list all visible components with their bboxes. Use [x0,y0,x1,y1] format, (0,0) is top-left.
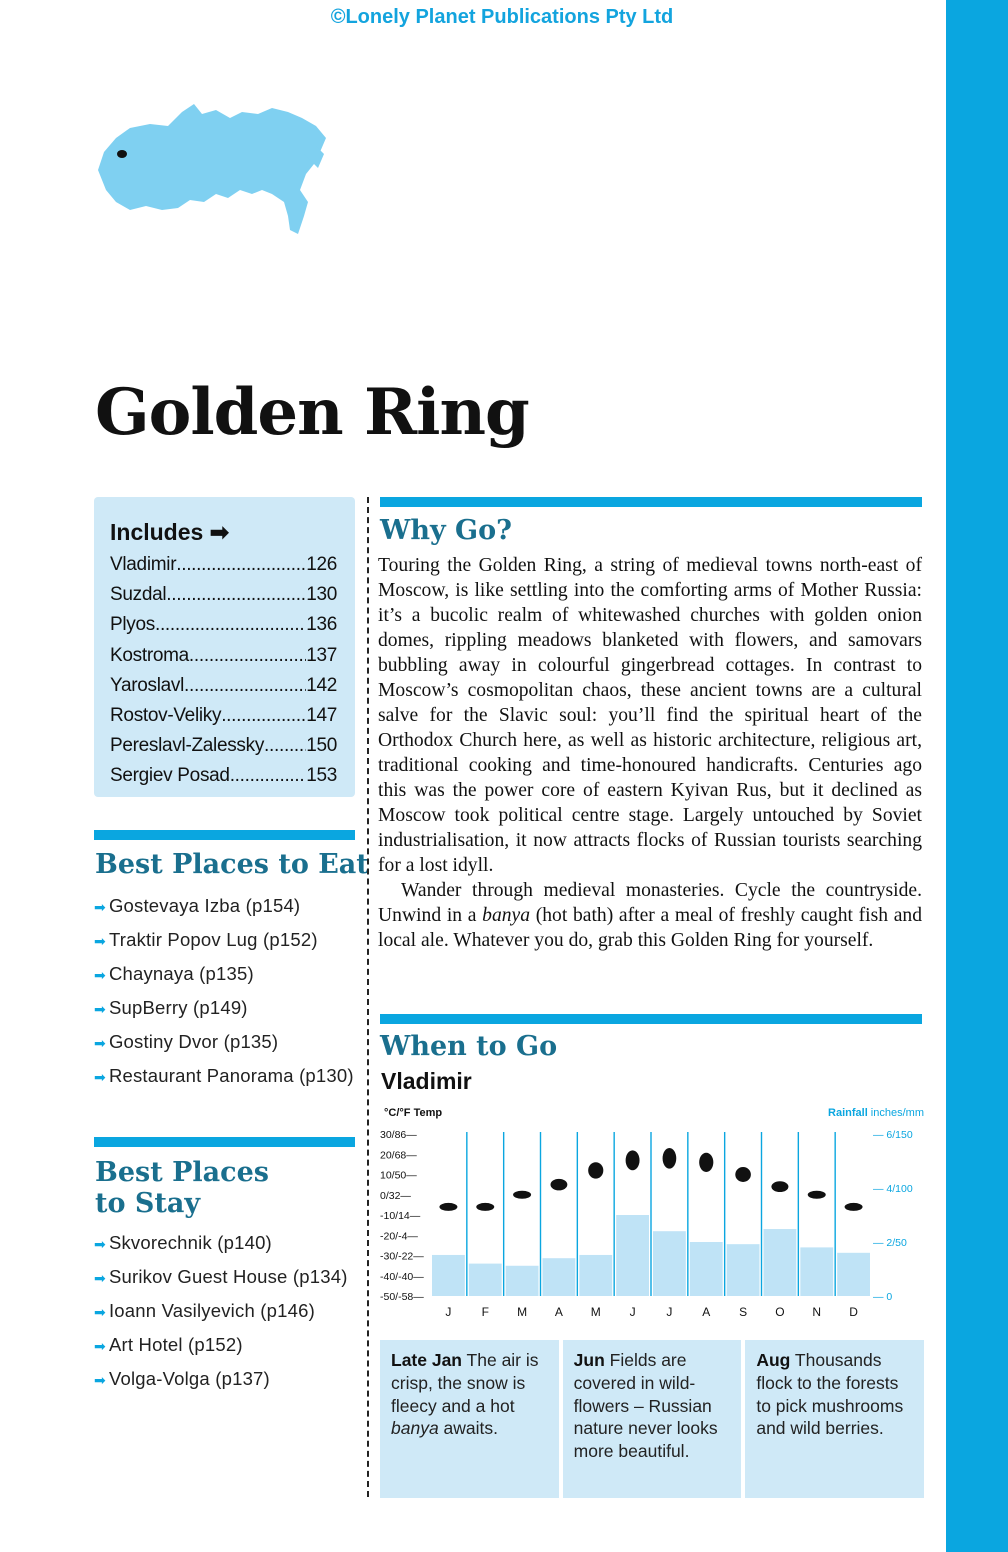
rainfall-bar [579,1255,612,1296]
arrow-right-icon: ➡ [94,1270,106,1286]
eat-heading: Best Places to Eat [95,849,369,880]
month-label: S [739,1305,748,1319]
chart-city-title: Vladimir [381,1068,472,1094]
month-label: J [666,1305,673,1319]
list-item[interactable]: ➡ SupBerry (p149) [94,997,248,1018]
month-label: N [812,1305,822,1319]
when-to-go-heading: When to Go [380,1031,558,1062]
rain-tick-label: — 2/50 [873,1237,907,1249]
arrow-right-icon: ➡ [94,967,106,983]
why-go-paragraph: Wander through medieval monasteries. Cycle the countryside. Unwind in a banya (hot bath) after a meal of freshly caught fish and local ale. Whatever you do, grab this Golden Ring for yourself. [378,880,922,951]
section-rule [380,1014,922,1024]
rainfall-bar [800,1247,833,1296]
rainfall-bar [616,1215,649,1296]
rainfall-bar [543,1258,576,1296]
why-go-paragraph: Touring the Golden Ring, a string of medieval towns north-east of Moscow, is like settling into the comforting arms of Mother Russia: it’s a bucolic realm of whitewashed churches with golden onion domes, rippling meadows blanketed with flowers, and samovars bubbling away in colourful gingerbread cottages. In contrast to Moscow’s cosmopolitan chaos, these ancient towns are a cultural salve for the Slavic soul: you’ll find the spiritual heart of the Orthodox Church here, as well as historic architecture, religious art, traditional cooking and time-honoured handicrafts. Centuries ago this was the power core of eastern Kyivan Rus, but it declined as Moscow took political centre stage. Largely untouched by Soviet industrialisation, it now attracts flocks of Russian tourists searching for a lost idyll. [378,555,922,876]
list-item[interactable]: ➡ Volga-Volga (p137) [94,1368,270,1389]
list-item[interactable]: ➡ Gostiny Dvor (p135) [94,1031,279,1052]
rainfall-bar [727,1244,760,1296]
list-item[interactable]: ➡ Ioann Vasilyevich (p146) [94,1300,315,1321]
arrow-right-icon: ➡ [94,1035,106,1051]
why-go-body [378,553,922,953]
month-label: M [517,1305,528,1319]
includes-item[interactable]: Pereslavl-Zalessky ..... 150 [110,731,337,761]
list-item[interactable]: ➡ Gostevaya Izba (p154) [94,895,301,916]
temp-tick-label: 20/68— [380,1149,417,1162]
rainfall-bar [690,1242,723,1296]
temp-axis-label: °C/°F Temp [384,1107,443,1119]
temp-tick-label: -50/-58— [380,1291,424,1303]
stay-list [94,1230,359,1400]
arrow-right-icon: ➡ [94,1372,106,1388]
includes-item[interactable]: Yaroslavl ..... 142 [110,671,337,701]
includes-item[interactable]: Suzdal ..... 130 [110,580,337,610]
section-rule [94,830,355,840]
arrow-right-icon: ➡ [94,1236,106,1252]
month-label: O [775,1305,785,1319]
rainfall-bar [432,1255,465,1296]
why-go-heading: Why Go? [380,515,512,546]
copyright-notice: ©Lonely Planet Publications Pty Ltd [330,6,674,28]
page-title: Golden Ring [95,375,529,450]
temperature-mark [588,1162,603,1178]
list-item[interactable]: ➡ Surikov Guest House (p134) [94,1266,348,1287]
month-label: A [554,1305,563,1319]
month-label: A [702,1305,711,1319]
rainfall-bar [764,1229,797,1296]
includes-box [94,497,355,797]
includes-item[interactable]: Vladimir ..... 126 [110,550,337,580]
month-label: M [590,1305,601,1319]
rainfall-bar [653,1231,686,1296]
month-label: J [629,1305,636,1319]
arrow-right-icon: ➡ [94,899,106,915]
section-rule [380,497,922,507]
temp-tick-label: -30/-22— [380,1250,424,1263]
rainfall-axis-label: Rainfall inches/mm [828,1107,924,1119]
page-edge-band [946,0,1008,1552]
temperature-mark [699,1153,713,1172]
temp-tick-label: 0/32— [380,1189,411,1202]
list-item[interactable]: ➡ Traktir Popov Lug (p152) [94,929,318,950]
temperature-mark [513,1191,531,1199]
stay-heading: Best Places to Stay [95,1157,269,1219]
section-rule [94,1137,355,1147]
temp-tick-label: -20/-4— [380,1230,418,1243]
includes-item[interactable]: Kostroma ..... 137 [110,641,337,671]
arrow-right-icon: ➡ [94,1304,106,1320]
temperature-mark [439,1203,457,1211]
temp-tick-label: -10/14— [380,1210,421,1222]
temperature-mark [551,1179,568,1191]
rainfall-bar [469,1264,502,1296]
eat-list [94,893,359,1097]
temperature-mark [626,1150,640,1170]
temperature-mark [476,1203,494,1211]
season-box: Late Jan The air is crisp, the snow is fleecy and a hot banya awaits. [380,1340,559,1498]
month-label: J [445,1305,452,1319]
rain-tick-label: — 6/150 [873,1129,913,1141]
rainfall-bar [837,1253,870,1296]
arrow-right-icon: ➡ [209,519,229,545]
month-label: D [849,1305,858,1319]
includes-item[interactable]: Plyos ..... 136 [110,610,337,640]
list-item[interactable]: ➡ Restaurant Panorama (p130) [94,1065,354,1086]
list-item[interactable]: ➡ Skvorechnik (p140) [94,1232,272,1253]
seasons-row [380,1340,924,1498]
rain-tick-label: — 4/100 [873,1183,913,1195]
season-box: Aug Thousands flock to the forests to pick mushrooms and wild berries. [745,1340,924,1498]
arrow-right-icon: ➡ [94,1001,106,1017]
russia-locator-map [90,98,330,238]
rainfall-bar [506,1266,539,1296]
includes-item[interactable]: Rostov-Veliky ..... 147 [110,701,337,731]
arrow-right-icon: ➡ [94,1338,106,1354]
includes-item[interactable]: Sergiev Posad ..... 153 [110,761,337,791]
temp-tick-label: -40/-40— [380,1270,424,1283]
temp-tick-label: 30/86— [380,1129,417,1141]
arrow-right-icon: ➡ [94,933,106,949]
temperature-mark [735,1167,751,1182]
includes-heading: Includes ➡ [110,519,229,545]
climate-chart [376,1100,924,1325]
rain-tick-label: — 0 [873,1291,893,1303]
temperature-mark [845,1203,863,1211]
list-item[interactable]: ➡ Chaynaya (p135) [94,963,254,984]
month-label: F [481,1305,489,1319]
column-divider [367,497,369,1497]
temperature-mark [808,1191,826,1199]
temperature-mark [663,1148,677,1169]
list-item[interactable]: ➡ Art Hotel (p152) [94,1334,243,1355]
temp-tick-label: 10/50— [380,1169,417,1182]
arrow-right-icon: ➡ [94,1069,106,1085]
temperature-mark [771,1181,788,1192]
season-box: Jun Fields are covered in wild-flowers – Russian nature never looks more beautiful. [563,1340,742,1498]
